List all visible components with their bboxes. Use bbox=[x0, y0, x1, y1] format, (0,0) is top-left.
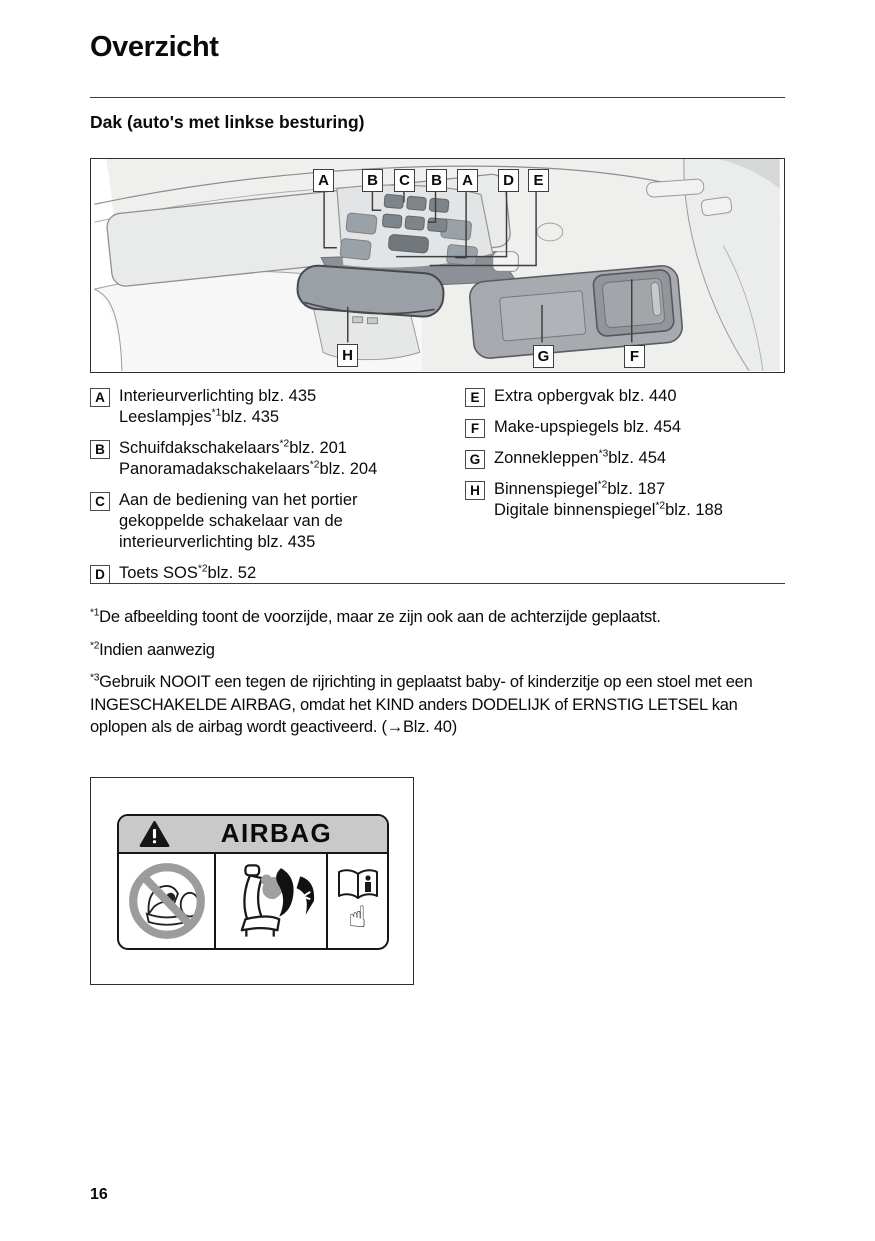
diagram-callout-a1: A bbox=[313, 169, 334, 192]
roof-diagram-frame bbox=[90, 158, 785, 373]
legend-text: Extra opbergvak blz. 440 bbox=[494, 387, 677, 405]
footnotes bbox=[90, 606, 792, 749]
footnote: $^{*3}$Gebruik NOOIT een tegen de rijrichting in geplaatst baby- of kinderzitje op een stoel met een INGESCHAKELDE AIRBAG, omdat het KIND anders DODELIJK of ERNSTIG LETSEL kan oplopen als de airbag wordt geactiveerd. (→Blz. 40) bbox=[90, 672, 753, 736]
legend-text: Interieurverlichting blz. 435 Leeslampjes$^{*1}$blz. 435 bbox=[119, 387, 317, 426]
airbag-deployment-icon bbox=[216, 854, 328, 948]
legend-item bbox=[465, 386, 785, 407]
legend-key: H bbox=[465, 481, 485, 500]
read-manual-icon bbox=[328, 854, 387, 948]
airbag-label-panels bbox=[119, 854, 387, 948]
legend-text: Binnenspiegel$^{*2}$blz. 187 Digitale binnenspiegel$^{*2}$blz. 188 bbox=[494, 479, 723, 519]
footnote: $^{*1}$De afbeelding toont de voorzijde, maar ze zijn ook aan de achterzijde geplaatst. bbox=[90, 607, 661, 626]
airbag-warning-figure bbox=[90, 777, 414, 985]
legend-key: A bbox=[90, 388, 110, 407]
footnote: $^{*2}$Indien aanwezig bbox=[90, 640, 215, 659]
diagram-callout-b2: B bbox=[426, 169, 447, 192]
diagram-callout-h: H bbox=[337, 344, 358, 367]
legend-item bbox=[465, 448, 785, 469]
legend-key: F bbox=[465, 419, 485, 438]
legend-key: D bbox=[90, 565, 110, 584]
warning-triangle-icon bbox=[139, 820, 170, 848]
legend-item bbox=[90, 490, 420, 553]
diagram-callout-e: E bbox=[528, 169, 549, 192]
diagram-callout-c: C bbox=[394, 169, 415, 192]
legend-key: G bbox=[465, 450, 485, 469]
section-divider-top bbox=[90, 97, 785, 98]
diagram-callout-a2: A bbox=[457, 169, 478, 192]
no-rear-facing-child-seat-icon bbox=[119, 854, 216, 948]
legend-key: E bbox=[465, 388, 485, 407]
legend-left-column bbox=[90, 386, 420, 594]
diagram-callout-f: F bbox=[624, 345, 645, 368]
diagram-callout-d: D bbox=[498, 169, 519, 192]
legend-text: Schuifdakschakelaars$^{*2}$blz. 201 Panoramadakschakelaars$^{*2}$blz. 204 bbox=[119, 438, 378, 478]
legend-item bbox=[90, 438, 420, 480]
section-divider-bottom bbox=[90, 583, 785, 584]
legend-item bbox=[465, 479, 785, 521]
legend-key: B bbox=[90, 440, 110, 459]
airbag-label-header bbox=[119, 816, 387, 854]
legend-text: Toets SOS$^{*2}$blz. 52 bbox=[119, 563, 257, 582]
legend-item bbox=[90, 386, 420, 428]
legend-item bbox=[465, 417, 785, 438]
section-subtitle: Dak (auto's met linkse besturing) bbox=[90, 112, 365, 132]
legend-text: Aan de bediening van het portier gekoppelde schakelaar van de interieurverlichting blz. 435 bbox=[119, 491, 358, 551]
page-number: 16 bbox=[90, 1186, 108, 1203]
legend-right-column bbox=[465, 386, 785, 531]
legend-text: Make-upspiegels blz. 454 bbox=[494, 418, 682, 436]
airbag-warning-label bbox=[117, 814, 389, 950]
page-title: Overzicht bbox=[90, 31, 219, 63]
legend-text: Zonnekleppen$^{*3}$blz. 454 bbox=[494, 448, 667, 467]
diagram-callout-g: G bbox=[533, 345, 554, 368]
pointing-hand-icon: ☝ bbox=[348, 900, 367, 935]
legend-key: C bbox=[90, 492, 110, 511]
legend-item bbox=[90, 563, 420, 584]
airbag-label-title: AIRBAG bbox=[220, 817, 333, 848]
diagram-callout-b1: B bbox=[362, 169, 383, 192]
